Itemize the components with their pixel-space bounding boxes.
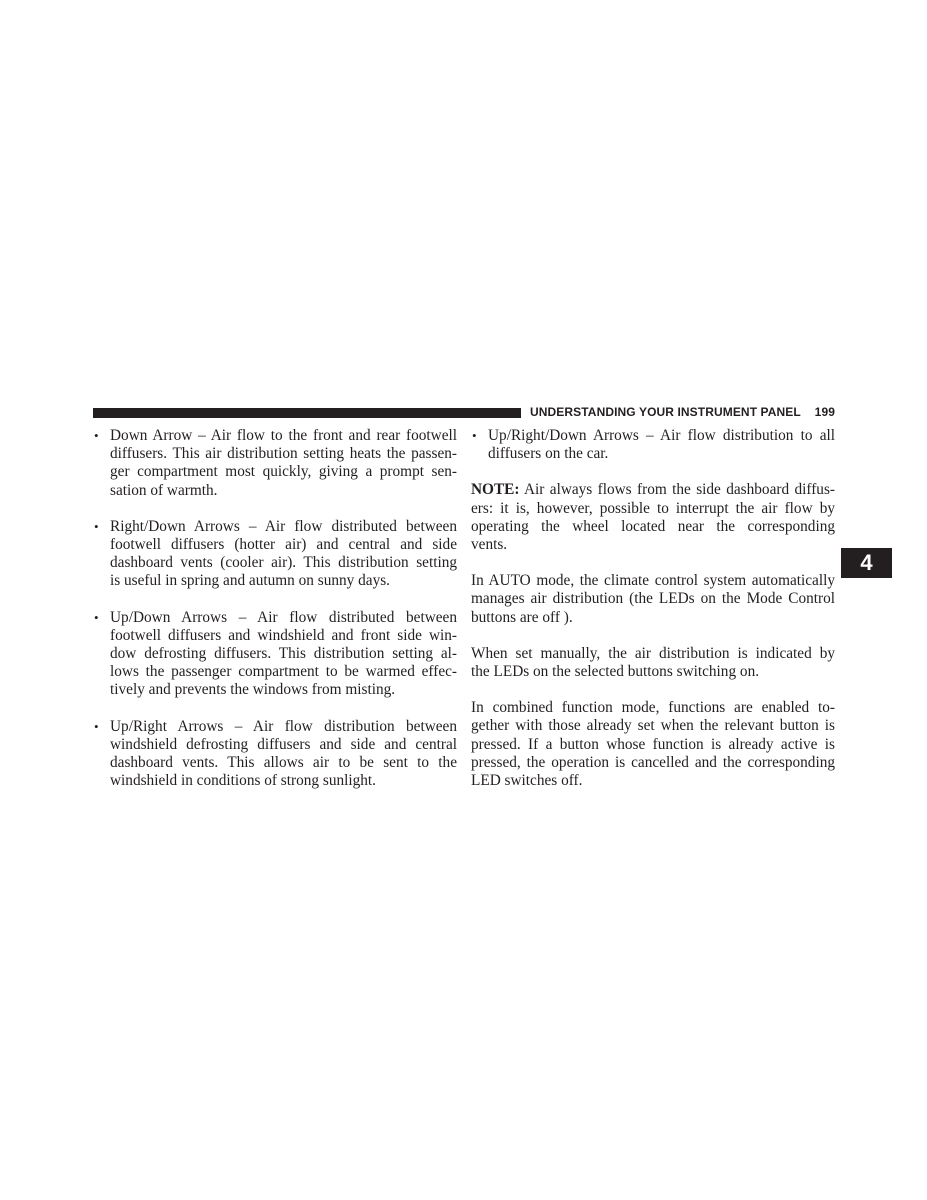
bullet-up-down-arrows [93,609,457,700]
text-line: footwell diffusers (hotter air) and central and side [110,536,457,554]
running-header [530,405,835,419]
bullet-icon: • [94,428,99,443]
bullet-icon: • [472,428,477,443]
header-rule [93,408,521,418]
text-line: is useful in spring and autumn on sunny days. [110,572,390,590]
text-line: Up/Down Arrows – Air flow distributed between [110,608,457,626]
right-column [471,427,835,808]
left-column [93,427,457,808]
text-line [471,481,835,499]
text-line: In combined function mode, functions are enabled to- [471,699,835,717]
text-line: operating the wheel located near the corresponding [471,517,835,535]
section-title: UNDERSTANDING YOUR INSTRUMENT PANEL [530,405,801,419]
text-line: vents. [471,536,508,554]
text-line: Up/Right Arrows – Air flow distribution between [110,717,457,735]
note-text: Air always flows from the side dashboard diffus- [524,481,835,499]
text-line: windshield in conditions of strong sunlight. [110,772,376,790]
text-line: windshield defrosting diffusers and side and central [110,735,457,753]
text-line: pressed, the operation is cancelled and the corresponding [471,753,835,771]
text-line: pressed. If a button whose function is already active is [471,735,835,753]
text-line: ers: it is, however, possible to interrupt the air flow by [471,499,835,517]
note-paragraph [471,481,835,554]
chapter-tab[interactable]: 4 [841,548,892,578]
auto-mode-paragraph [471,572,835,627]
combined-mode-paragraph [471,699,835,790]
text-line: tively and prevents the windows from misting. [110,681,396,699]
manual-mode-paragraph [471,645,835,681]
bullet-text [110,609,457,700]
bullet-text [110,518,457,591]
text-line: dashboard vents (cooler air). This distribution setting [110,554,457,572]
note-label: NOTE: [471,481,520,499]
bullet-up-right-arrows [93,718,457,791]
bullet-text [488,427,835,463]
text-line: LED switches off. [471,772,583,790]
text-line: When set manually, the air distribution is indicated by [471,644,835,662]
text-line: footwell diffusers and windshield and front side win- [110,626,457,644]
bullet-text [110,718,457,791]
bullet-icon: • [94,718,99,734]
page-number: 199 [814,405,835,419]
text-line: dashboard vents. This allows air to be sent to the [110,754,457,772]
text-line: sation of warmth. [110,481,218,499]
text-line: Down Arrow – Air flow to the front and rear footwell [110,427,457,444]
text-line: dow defrosting diffusers. This distribution setting al- [110,645,457,663]
bullet-text [110,427,457,500]
bullet-down-arrow [93,427,457,500]
text-line: diffusers. This air distribution setting heats the passen- [110,445,457,463]
bullet-up-right-down-arrows [471,427,835,463]
bullet-icon: • [94,609,99,625]
text-line: diffusers on the car. [488,445,609,463]
text-line: lows the passenger compartment to be warmed effec- [110,663,457,681]
bullet-icon: • [94,518,99,534]
bullet-right-down-arrows [93,518,457,591]
text-line: the LEDs on the selected buttons switching on. [471,663,760,681]
text-line: buttons are off ). [471,608,573,626]
text-line: In AUTO mode, the climate control system automatically [471,572,835,590]
text-line: gether with those already set when the relevant button is [471,717,835,735]
text-line: ger compartment most quickly, giving a prompt sen- [110,463,457,481]
text-line: Up/Right/Down Arrows – Air flow distribution to all [488,427,835,444]
text-line: manages air distribution (the LEDs on the Mode Control [471,590,835,608]
text-line: Right/Down Arrows – Air flow distributed between [110,517,457,535]
